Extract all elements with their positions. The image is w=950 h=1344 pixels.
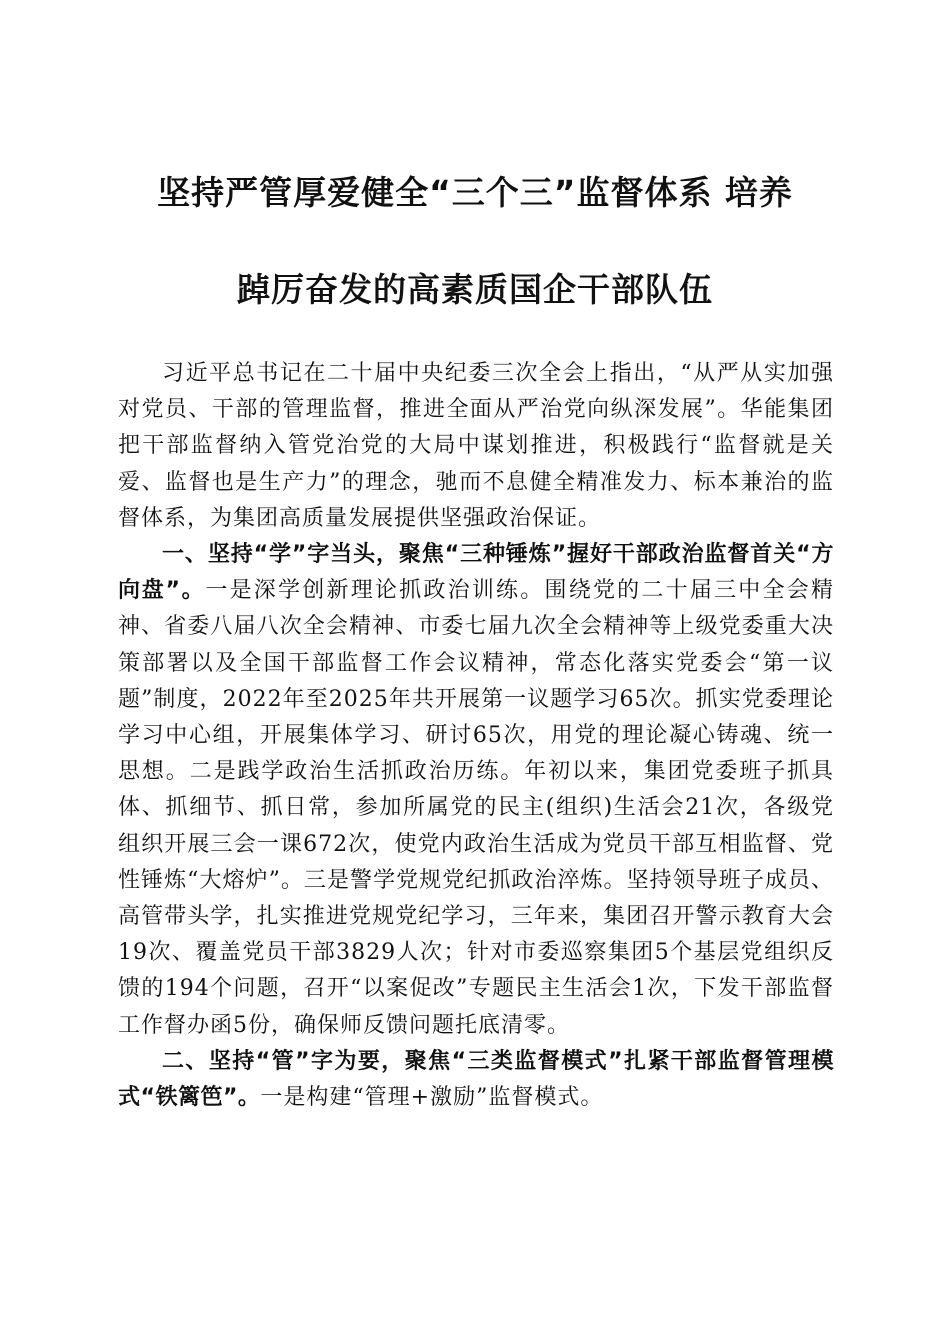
paragraph-section-1 <box>118 537 834 1044</box>
document-body <box>118 356 834 1116</box>
paragraph-text: 习近平总书记在二十届中央纪委三次全会上指出，“从严从实加强对党员、干部的管理监督，推进全面从严治党向纵深发展”。华能集团把干部监督纳入管党治党的大局中谋划推进，积极践行“监督就是关爱、监督也是生产力”的理念，驰而不息健全精准发力、标本兼治的监督体系，为集团高质量发展提供坚强政治保证。 <box>118 361 834 531</box>
document-title-line-2: 踔厉奋发的高素质国企干部队伍 <box>237 270 713 309</box>
paragraph-text: 一是深学创新理论抓政治训练。围绕党的二十届三中全会精神、省委八届八次全会精神、市委七届九次全会精神等上级党委重大决策部署以及全国干部监督工作会议精神，常态化落实党委会“第一议题”制度，2022年至2025年共开展第一议题学习65次。抓实党委理论学习中心组，开展集体学习、研讨65次，用党的理论凝心铸魂、统一思想。二是践学政治生活抓政治历练。年初以来，集团党委班子抓具体、抓细节、抓日常，参加所属党的民主(组织)生活会21次，各级党组织开展三会一课672次，使党内政治生活成为党员干部互相监督、党性锤炼“大熔炉”。三是警学党规党纪抓政治淬炼。坚持领导班子成员、高管带头学，扎实推进党规党纪学习，三年来，集团召开警示教育大会19次、覆盖党员干部3829人次；针对市委巡察集团5个基层党组织反馈的194个问题，召开“以案促改”专题民主生活会1次，下发干部监督工作督办函5份，确保师反馈问题托底清零。 <box>118 578 834 1038</box>
paragraph-text: 一是构建“管理+激励”监督模式。 <box>260 1085 604 1111</box>
document-title-line-1: 坚持严管厚爱健全“三个三”监督体系 培养 <box>157 173 793 212</box>
section-heading: 二、坚持“管”字为要，聚焦“三类监督模式”扎紧干部监督管理模式“铁篱笆”。 <box>118 1048 834 1111</box>
section-heading: 一、坚持“学”字当头，聚焦“三种锤炼”握好干部政治监督首关“方向盘”。 <box>118 542 834 604</box>
paragraph-section-2 <box>118 1044 834 1116</box>
paragraph-intro <box>118 356 834 537</box>
